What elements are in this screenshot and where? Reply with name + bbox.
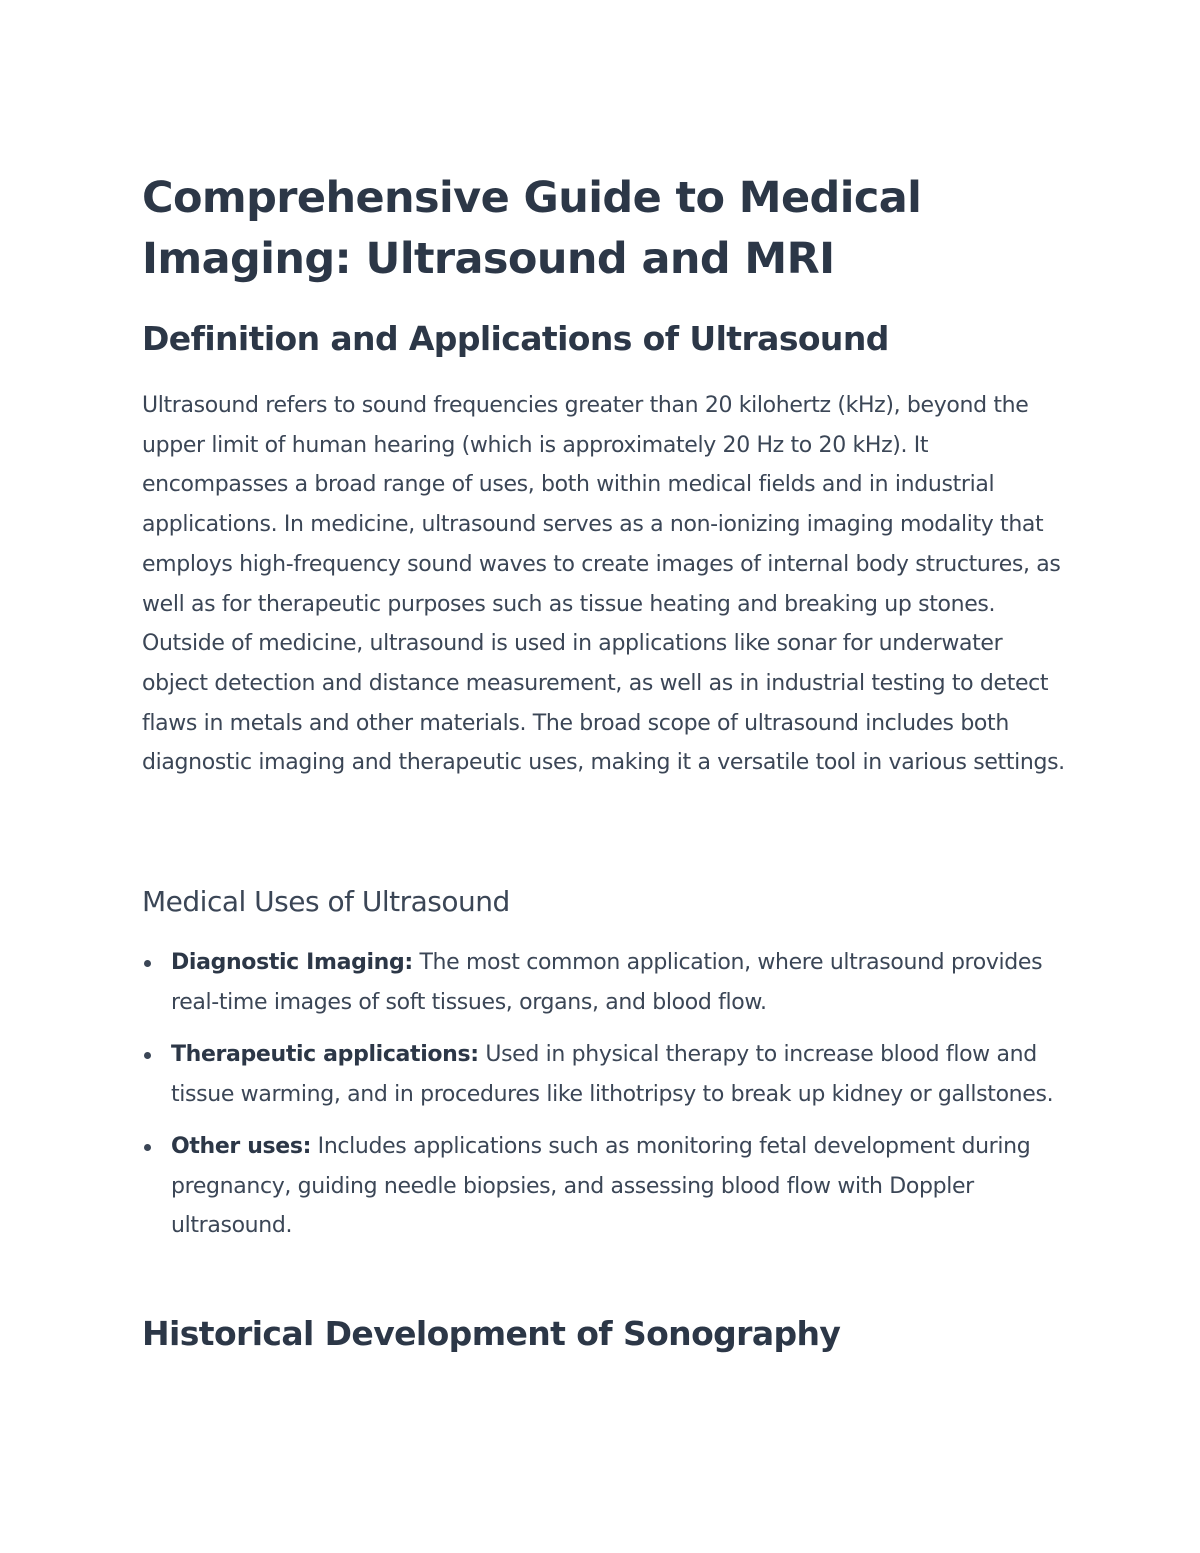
- subsection-heading-medical-uses: Medical Uses of Ultrasound: [142, 885, 510, 918]
- medical-uses-list: [142, 943, 1067, 1258]
- definition-paragraph: Ultrasound refers to sound frequencies greater than 20 kilohertz (kHz), beyond the upper limit of human hearing (which is approximately 20 Hz to 20 kHz). It encompasses a broad range of uses, both within medical fields and in industrial applications. In medicine, ultrasound serves as a non-ionizing imaging modality that employs high-frequency sound waves to create images of internal body structures, as well as for therapeutic purposes such as tissue heating and breaking up stones. Outside of medicine, ultrasound is used in applications like sonar for underwater object detection and distance measurement, as well as in industrial testing to detect flaws in metals and other materials. The broad scope of ultrasound includes both diagnostic imaging and therapeutic uses, making it a versatile tool in various settings.: [142, 393, 1065, 776]
- document-title: Comprehensive Guide to Medical Imaging: Ultrasound and MRI: [142, 173, 922, 284]
- list-item-text: Includes applications such as monitoring fetal development during pregnancy, guiding needle biopsies, and assessing blood flow with Doppler ultrasound.: [171, 1133, 1031, 1239]
- list-item-term: Diagnostic Imaging:: [171, 950, 413, 975]
- bullet-icon: [144, 1052, 151, 1059]
- list-item-text: The most common application, where ultrasound provides real-time images of soft tissues, organs, and blood flow.: [171, 950, 1043, 1015]
- bullet-icon: [144, 1144, 151, 1151]
- list-item: [142, 943, 1067, 1022]
- list-item-term: Therapeutic applications:: [171, 1041, 479, 1067]
- list-item-text: Used in physical therapy to increase blood flow and tissue warming, and in procedures like lithotripsy to break up kidney or gallstones.: [171, 1041, 1054, 1107]
- list-item: [142, 1127, 1067, 1246]
- list-item-term: Other uses:: [171, 1133, 312, 1159]
- list-item: [142, 1035, 1067, 1114]
- section-heading-definition: Definition and Applications of Ultrasound: [142, 319, 889, 358]
- section-heading-history: Historical Development of Sonography: [142, 1314, 841, 1353]
- bullet-icon: [144, 960, 151, 967]
